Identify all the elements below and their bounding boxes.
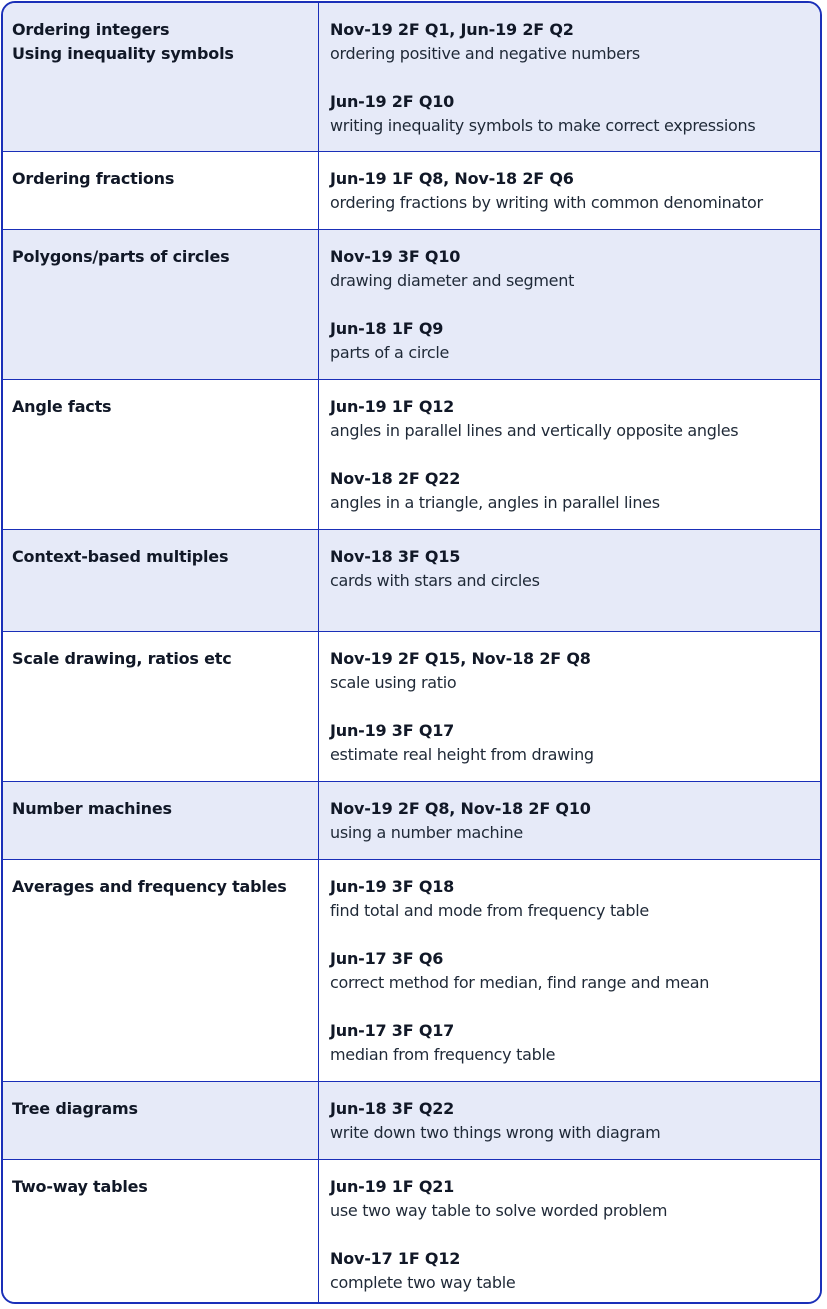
exam-reference xyxy=(330,395,810,443)
topic-label: Ordering fractions xyxy=(12,169,175,188)
exam-reference xyxy=(330,1175,810,1223)
topic-cell xyxy=(3,152,319,229)
question-code: Jun-19 2F Q10 xyxy=(330,92,455,111)
topic-label: Ordering integers xyxy=(12,20,170,39)
exam-reference xyxy=(330,167,810,215)
exam-references-cell xyxy=(319,3,820,151)
question-description: write down two things wrong with diagram xyxy=(330,1123,661,1142)
question-code: Jun-19 1F Q8, Nov-18 2F Q6 xyxy=(330,169,574,188)
exam-reference xyxy=(330,317,810,365)
topic-label: Averages and frequency tables xyxy=(12,877,287,896)
table-row xyxy=(3,380,820,530)
question-description: using a number machine xyxy=(330,823,523,842)
exam-reference xyxy=(330,875,810,923)
topic-label: Number machines xyxy=(12,799,172,818)
question-description: writing inequality symbols to make correct expressions xyxy=(330,116,756,135)
exam-reference xyxy=(330,18,810,66)
exam-references-cell xyxy=(319,380,820,529)
table-row xyxy=(3,860,820,1082)
exam-reference xyxy=(330,1097,810,1145)
question-code: Jun-19 1F Q12 xyxy=(330,397,455,416)
topic-cell xyxy=(3,632,319,781)
question-description: cards with stars and circles xyxy=(330,571,540,590)
question-code: Nov-19 2F Q15, Nov-18 2F Q8 xyxy=(330,649,591,668)
topic-reference-table xyxy=(1,1,822,1304)
topic-label: Context-based multiples xyxy=(12,547,229,566)
question-description: find total and mode from frequency table xyxy=(330,901,649,920)
question-code: Jun-18 3F Q22 xyxy=(330,1099,455,1118)
question-code: Jun-18 1F Q9 xyxy=(330,319,444,338)
exam-reference xyxy=(330,1247,810,1295)
topic-cell xyxy=(3,530,319,631)
exam-reference xyxy=(330,719,810,767)
question-description: correct method for median, find range and mean xyxy=(330,973,710,992)
question-code: Nov-18 2F Q22 xyxy=(330,469,461,488)
topic-cell xyxy=(3,380,319,529)
exam-reference xyxy=(330,545,810,593)
topic-label: Using inequality symbols xyxy=(12,44,234,63)
exam-reference xyxy=(330,647,810,695)
question-code: Jun-17 3F Q17 xyxy=(330,1021,455,1040)
question-description: scale using ratio xyxy=(330,673,457,692)
table-row xyxy=(3,782,820,860)
question-description: angles in parallel lines and vertically opposite angles xyxy=(330,421,739,440)
exam-references-cell xyxy=(319,530,820,631)
question-code: Jun-19 3F Q17 xyxy=(330,721,455,740)
question-description: median from frequency table xyxy=(330,1045,556,1064)
exam-reference xyxy=(330,467,810,515)
topic-label: Polygons/parts of circles xyxy=(12,247,230,266)
question-code: Nov-19 2F Q8, Nov-18 2F Q10 xyxy=(330,799,591,818)
table-row xyxy=(3,632,820,782)
question-description: estimate real height from drawing xyxy=(330,745,594,764)
exam-references-cell xyxy=(319,860,820,1081)
exam-references-cell xyxy=(319,152,820,229)
exam-references-cell xyxy=(319,632,820,781)
topic-cell xyxy=(3,1082,319,1159)
topic-cell xyxy=(3,860,319,1081)
exam-references-cell xyxy=(319,230,820,379)
table-row xyxy=(3,152,820,230)
question-description: ordering fractions by writing with common denominator xyxy=(330,193,763,212)
question-code: Jun-17 3F Q6 xyxy=(330,949,444,968)
exam-references-cell xyxy=(319,1160,820,1304)
topic-cell xyxy=(3,1160,319,1304)
exam-reference xyxy=(330,245,810,293)
topic-label: Two-way tables xyxy=(12,1177,148,1196)
question-description: parts of a circle xyxy=(330,343,450,362)
question-code: Jun-19 1F Q21 xyxy=(330,1177,455,1196)
exam-references-cell xyxy=(319,1082,820,1159)
table-row xyxy=(3,1160,820,1304)
question-description: drawing diameter and segment xyxy=(330,271,575,290)
table-row xyxy=(3,230,820,380)
topic-cell xyxy=(3,230,319,379)
question-code: Nov-18 3F Q15 xyxy=(330,547,461,566)
table-row xyxy=(3,1082,820,1160)
question-description: angles in a triangle, angles in parallel lines xyxy=(330,493,660,512)
exam-references-cell xyxy=(319,782,820,859)
question-code: Nov-19 2F Q1, Jun-19 2F Q2 xyxy=(330,20,574,39)
topic-cell xyxy=(3,3,319,151)
question-description: complete two way table xyxy=(330,1273,516,1292)
exam-reference xyxy=(330,1019,810,1067)
topic-label: Tree diagrams xyxy=(12,1099,138,1118)
exam-reference xyxy=(330,90,810,138)
question-code: Jun-19 3F Q18 xyxy=(330,877,455,896)
topic-label: Scale drawing, ratios etc xyxy=(12,649,232,668)
table-row xyxy=(3,3,820,152)
table-row xyxy=(3,530,820,632)
question-description: ordering positive and negative numbers xyxy=(330,44,640,63)
question-description: use two way table to solve worded problem xyxy=(330,1201,668,1220)
topic-cell xyxy=(3,782,319,859)
topic-label: Angle facts xyxy=(12,397,112,416)
question-code: Nov-19 3F Q10 xyxy=(330,247,461,266)
question-code: Nov-17 1F Q12 xyxy=(330,1249,461,1268)
exam-reference xyxy=(330,797,810,845)
exam-reference xyxy=(330,947,810,995)
